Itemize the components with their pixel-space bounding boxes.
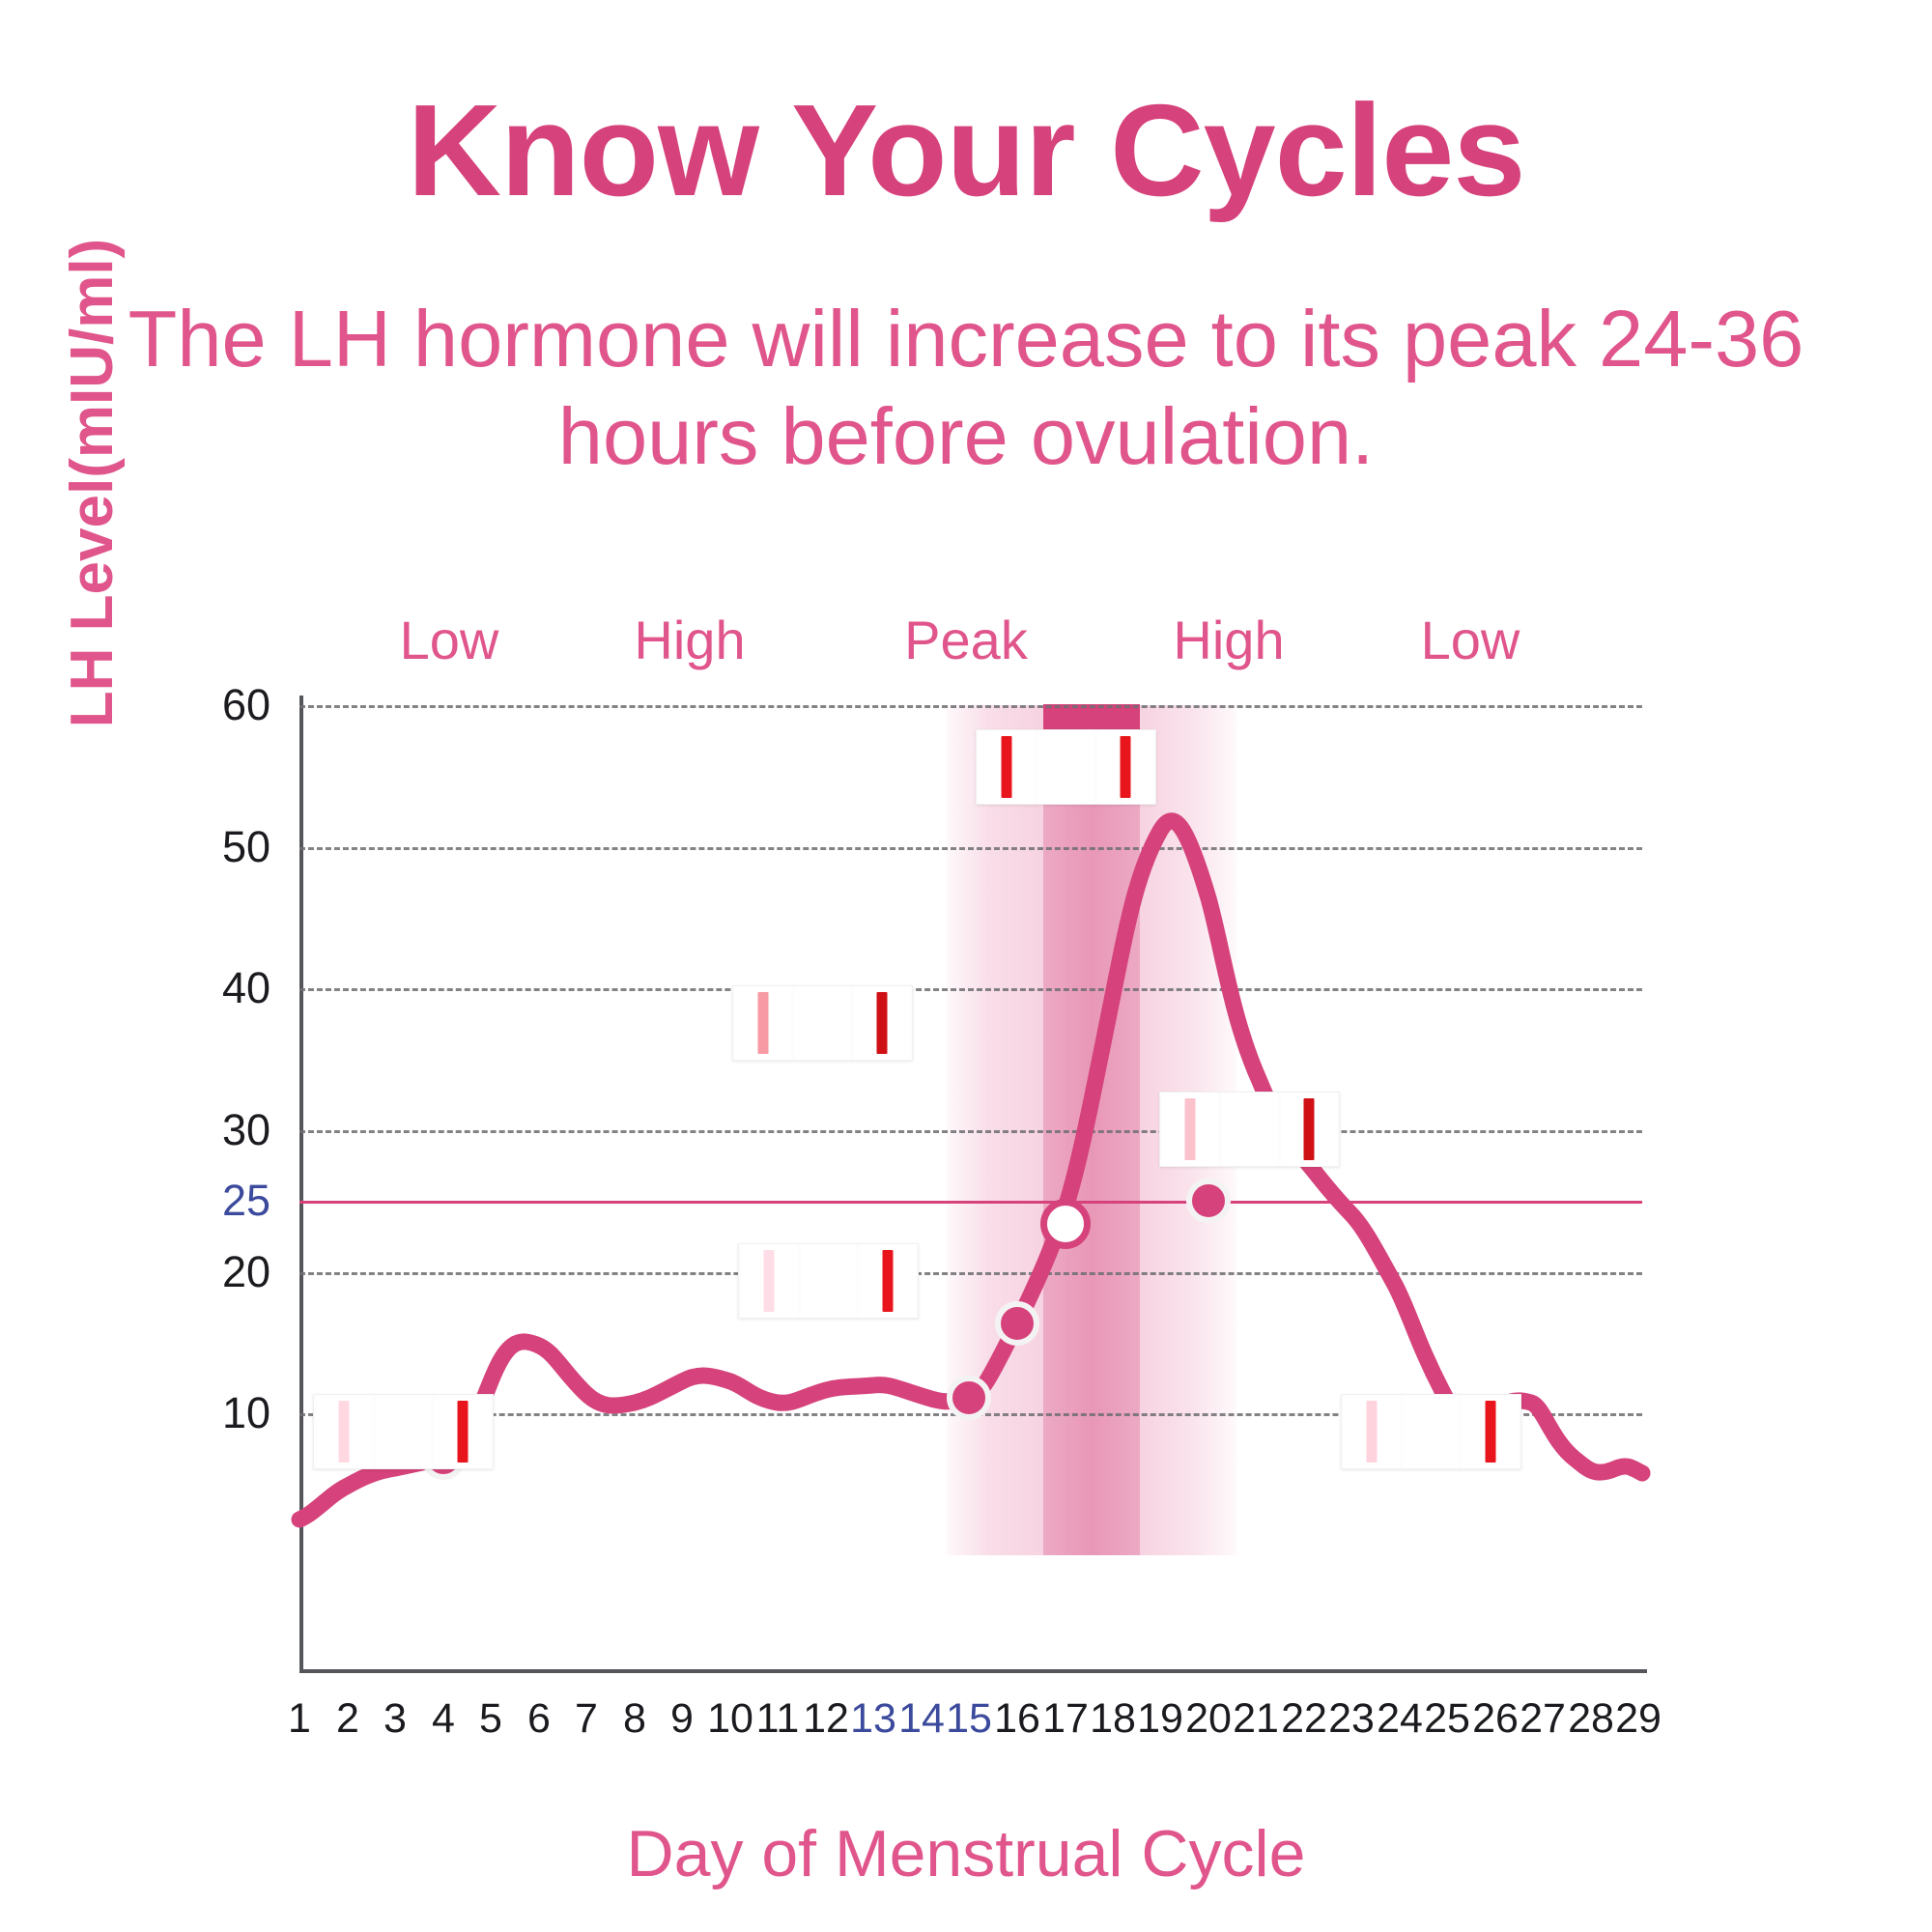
x-tick-19: 19 bbox=[1137, 1695, 1183, 1742]
y-tick-50: 50 bbox=[221, 822, 270, 871]
x-tick-13: 13 bbox=[850, 1695, 896, 1742]
phase-label-low-1: Low bbox=[399, 610, 499, 670]
strip-segment bbox=[1222, 1093, 1278, 1166]
x-tick-14: 14 bbox=[898, 1695, 945, 1742]
x-tick-18: 18 bbox=[1090, 1695, 1136, 1742]
x-tick-1: 1 bbox=[288, 1695, 311, 1742]
y-tick-30: 30 bbox=[221, 1105, 270, 1154]
x-axis-label: Day of Menstrual Cycle bbox=[626, 1817, 1306, 1890]
strip-segment bbox=[1162, 1093, 1218, 1166]
strip-segment bbox=[435, 1395, 491, 1468]
x-tick-15: 15 bbox=[946, 1695, 992, 1742]
page-subtitle: The LH hormone will increase to its peak 24-36 hours before ovulation. bbox=[128, 294, 1804, 482]
x-tick-8: 8 bbox=[623, 1695, 646, 1742]
plot-area bbox=[299, 705, 1642, 1555]
x-tick-21: 21 bbox=[1233, 1695, 1279, 1742]
marker-ovulation-day-17 bbox=[1040, 1199, 1091, 1249]
strip-day-15 bbox=[738, 1243, 919, 1319]
strip-segment bbox=[1463, 1395, 1519, 1468]
x-tick-16: 16 bbox=[994, 1695, 1040, 1742]
phase-label-peak: Peak bbox=[904, 610, 1028, 670]
x-axis-ticks bbox=[288, 1695, 1662, 1753]
strip-segment bbox=[860, 1244, 916, 1318]
y-axis-label: LH Level(mIU/ml) bbox=[59, 238, 126, 728]
x-tick-22: 22 bbox=[1281, 1695, 1327, 1742]
x-tick-4: 4 bbox=[432, 1695, 455, 1742]
x-tick-24: 24 bbox=[1377, 1695, 1423, 1742]
x-tick-6: 6 bbox=[527, 1695, 551, 1742]
strip-segment bbox=[854, 986, 910, 1060]
x-tick-12: 12 bbox=[803, 1695, 849, 1742]
x-tick-5: 5 bbox=[479, 1695, 502, 1742]
x-tick-28: 28 bbox=[1568, 1695, 1614, 1742]
strip-segment bbox=[376, 1395, 432, 1468]
strip-segment bbox=[979, 730, 1035, 804]
strip-day-20 bbox=[1159, 1092, 1340, 1167]
x-tick-17: 17 bbox=[1042, 1695, 1089, 1742]
y-tick-10: 10 bbox=[221, 1388, 270, 1437]
strip-segment bbox=[735, 986, 791, 1060]
page-title: Know Your Cycles bbox=[407, 77, 1525, 223]
x-tick-2: 2 bbox=[336, 1695, 359, 1742]
strip-segment bbox=[741, 1244, 797, 1318]
x-axis-line bbox=[299, 1669, 1647, 1673]
y-tick-20: 20 bbox=[221, 1247, 270, 1296]
y-tick-60: 60 bbox=[221, 680, 270, 729]
strip-segment bbox=[316, 1395, 372, 1468]
phase-label-high-1: High bbox=[634, 610, 746, 670]
marker-day-20 bbox=[1186, 1179, 1231, 1223]
strip-segment bbox=[1344, 1395, 1400, 1468]
x-tick-25: 25 bbox=[1424, 1695, 1470, 1742]
x-tick-9: 9 bbox=[670, 1695, 694, 1742]
strip-segment bbox=[1281, 1093, 1337, 1166]
x-tick-29: 29 bbox=[1615, 1695, 1662, 1742]
x-tick-7: 7 bbox=[575, 1695, 598, 1742]
y-tick-40: 40 bbox=[221, 963, 270, 1012]
phase-label-low-2: Low bbox=[1420, 610, 1520, 670]
phase-label-high-2: High bbox=[1173, 610, 1285, 670]
x-tick-11: 11 bbox=[755, 1695, 800, 1742]
strip-day-16 bbox=[732, 985, 913, 1061]
strip-day-4 bbox=[313, 1394, 494, 1469]
strip-day-24 bbox=[1341, 1394, 1521, 1469]
x-tick-26: 26 bbox=[1472, 1695, 1519, 1742]
x-tick-23: 23 bbox=[1328, 1695, 1375, 1742]
y-tick-25: 25 bbox=[221, 1176, 270, 1225]
strip-segment bbox=[801, 1244, 857, 1318]
strip-segment bbox=[795, 986, 851, 1060]
x-tick-20: 20 bbox=[1185, 1695, 1232, 1742]
strip-day-17 bbox=[976, 729, 1156, 805]
marker-day-16 bbox=[995, 1301, 1039, 1346]
strip-segment bbox=[1097, 730, 1153, 804]
strip-segment bbox=[1404, 1395, 1460, 1468]
x-tick-10: 10 bbox=[707, 1695, 753, 1742]
x-tick-3: 3 bbox=[384, 1695, 407, 1742]
marker-day-15 bbox=[947, 1376, 991, 1420]
x-tick-27: 27 bbox=[1520, 1695, 1566, 1742]
strip-segment bbox=[1038, 730, 1094, 804]
